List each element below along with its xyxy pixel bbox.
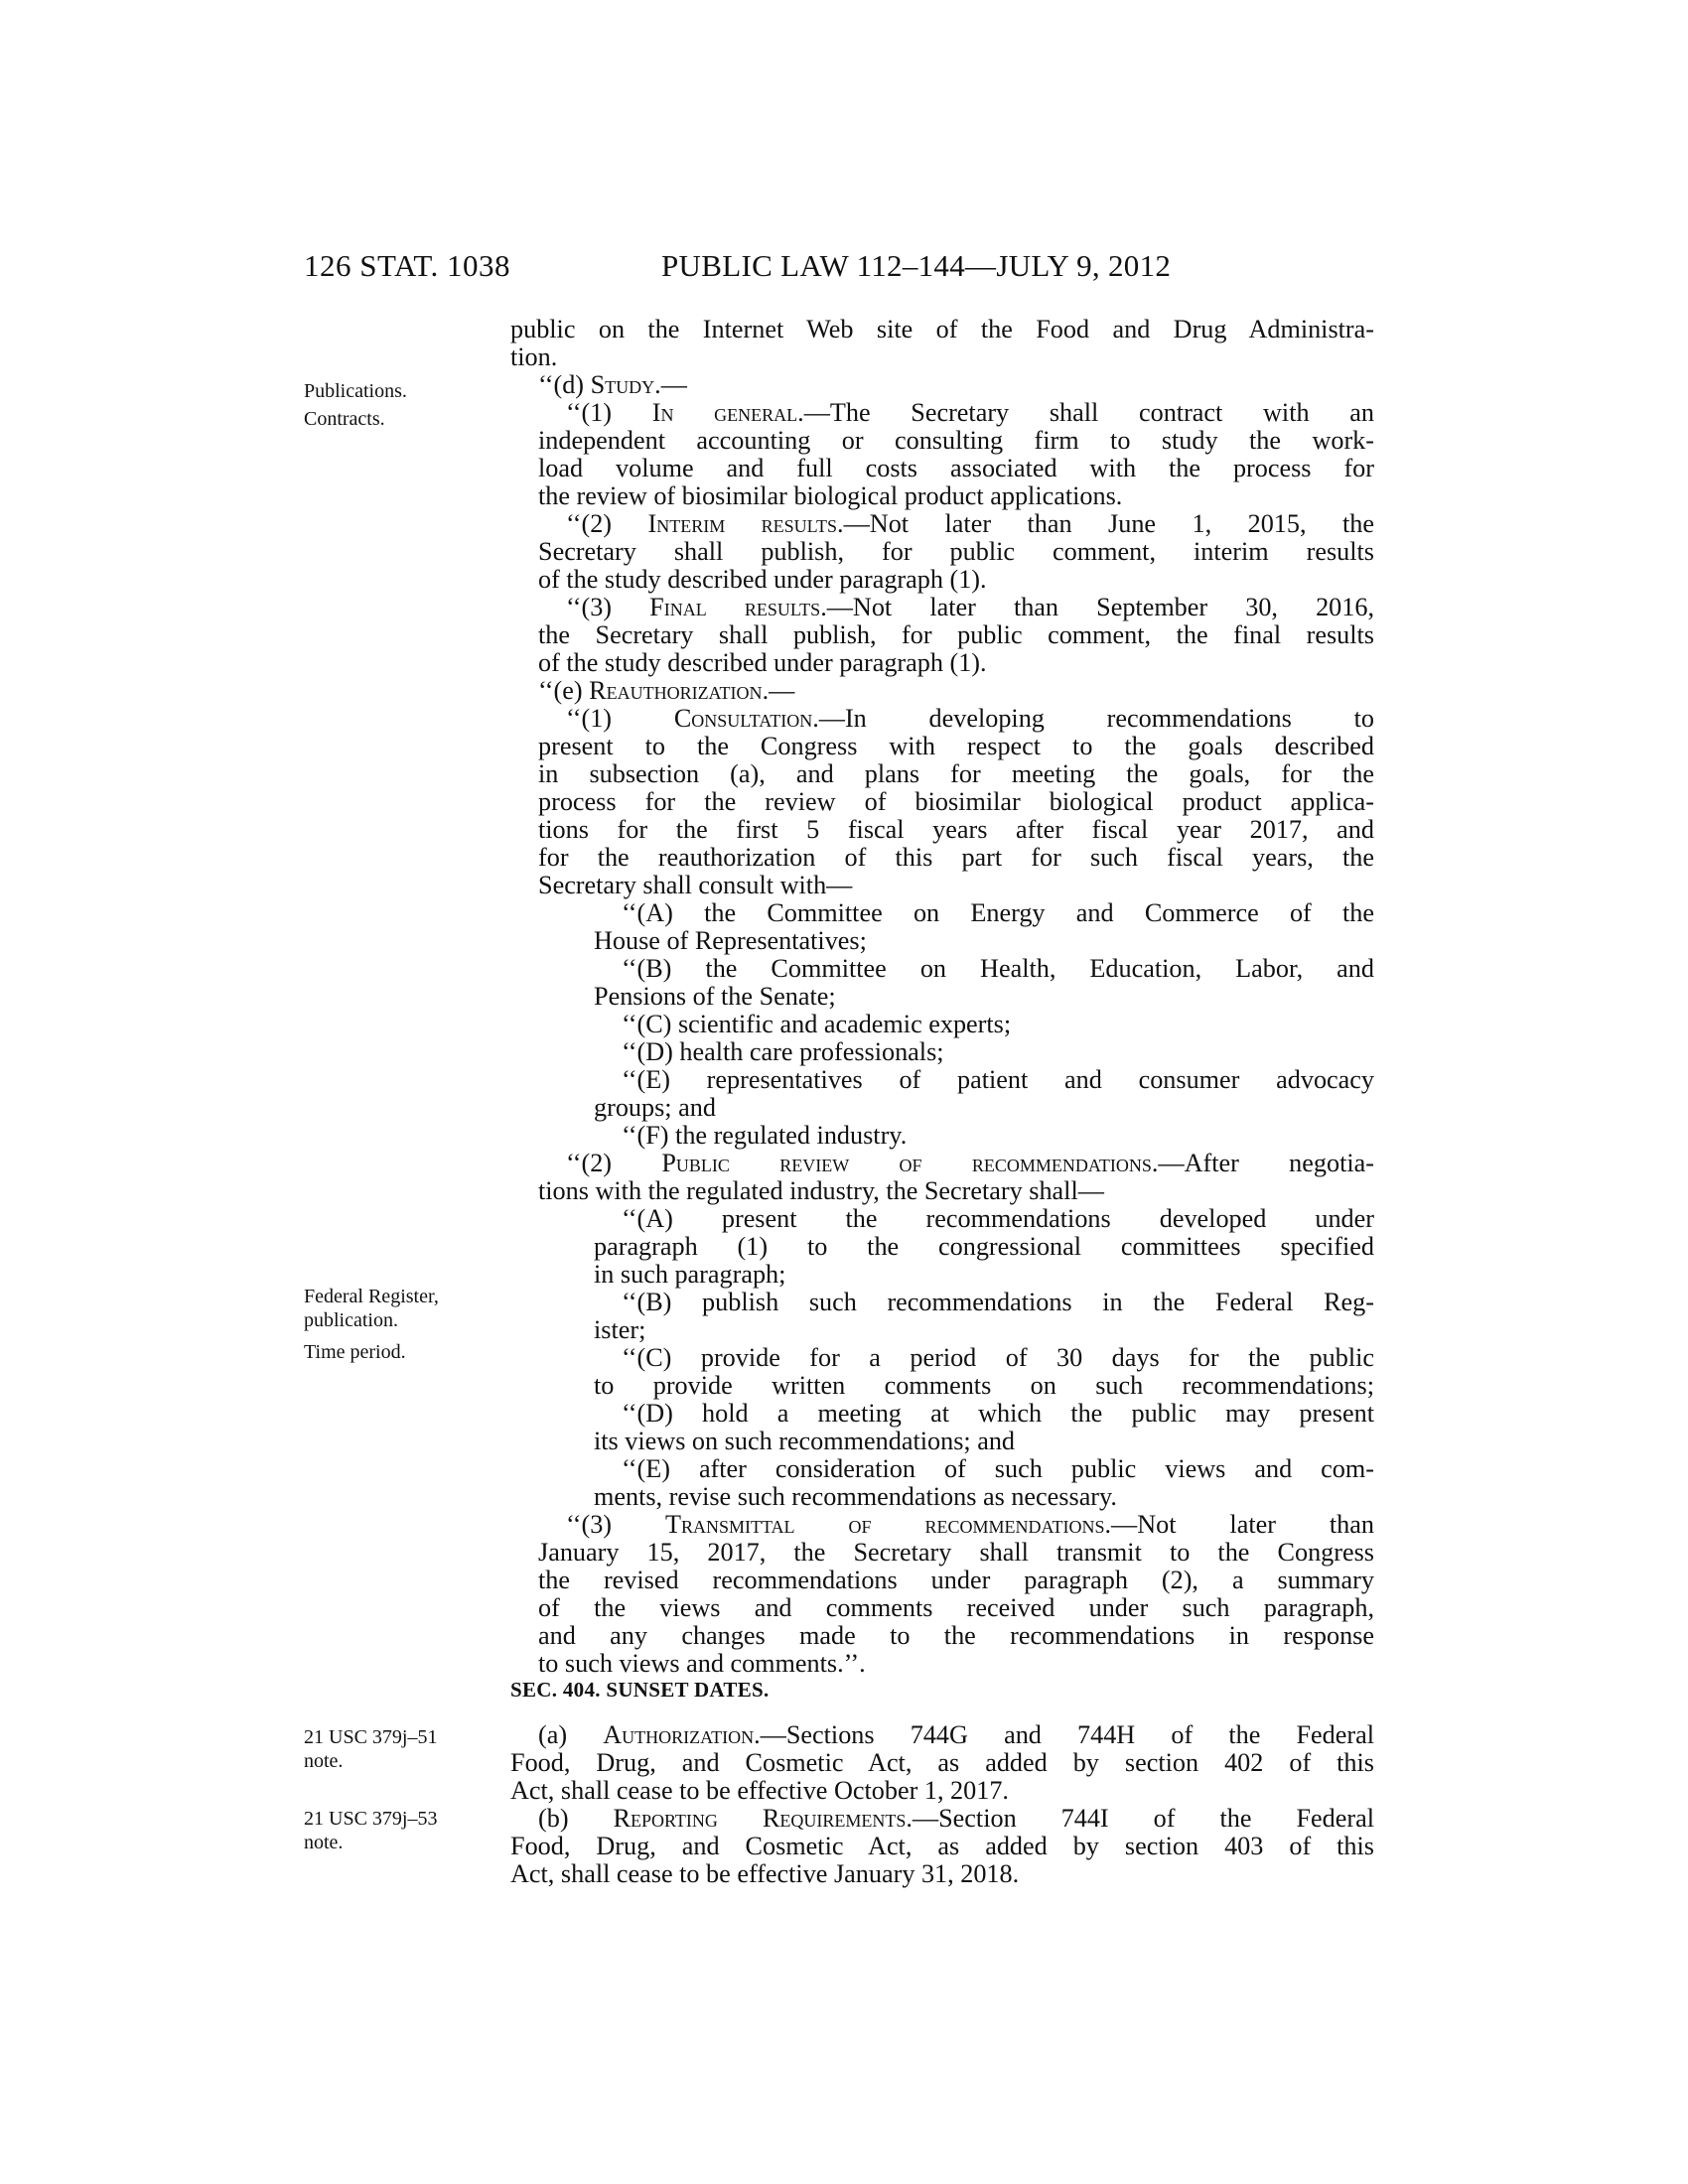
margin-note-time-period: Time period. bbox=[304, 1341, 406, 1363]
margin-note-publication: publication. bbox=[304, 1309, 398, 1331]
text-line: for the reauthorization of this part for such fiscal years, the bbox=[538, 843, 1374, 872]
text-line: groups; and bbox=[594, 1093, 716, 1122]
text-line: tion. bbox=[510, 342, 558, 371]
text-line: of the views and comments received under such paragraph, bbox=[538, 1593, 1374, 1622]
text-line: ‘‘(E) representatives of patient and consumer advocacy bbox=[622, 1065, 1374, 1094]
page-header bbox=[304, 248, 1374, 288]
text-line: Secretary shall publish, for public comment, interim results bbox=[538, 537, 1374, 566]
text-line: present to the Congress with respect to the goals described bbox=[538, 732, 1374, 760]
text-line: tions for the first 5 fiscal years after fiscal year 2017, and bbox=[538, 815, 1374, 844]
text-line: Pensions of the Senate; bbox=[594, 982, 836, 1011]
text-line: ‘‘(B) the Committee on Health, Education, Labor, and bbox=[622, 954, 1374, 983]
text-line: of the study described under paragraph (1). bbox=[538, 565, 987, 594]
subsection-e-heading: ‘‘(e) Reauthorization.— bbox=[538, 676, 795, 705]
text-line: of the study described under paragraph (1). bbox=[538, 648, 987, 677]
text-line: and any changes made to the recommendations in response bbox=[538, 1621, 1374, 1650]
margin-note-federal-register: Federal Register, bbox=[304, 1286, 439, 1307]
paragraph-heading: ‘‘(3) Final results.—Not later than September 30, 2016, bbox=[566, 593, 1374, 621]
text-line: ‘‘(B) publish such recommendations in the Federal Reg- bbox=[622, 1288, 1374, 1316]
text-line: to provide written comments on such recommendations; bbox=[594, 1371, 1374, 1400]
text-line: to such views and comments.’’. bbox=[538, 1649, 866, 1678]
text-line: ‘‘(C) provide for a period of 30 days for the public bbox=[622, 1343, 1374, 1372]
public-law-title: PUBLIC LAW 112–144—JULY 9, 2012 bbox=[661, 248, 1172, 283]
text-line: the review of biosimilar biological product applications. bbox=[538, 481, 1123, 510]
text-line: January 15, 2017, the Secretary shall transmit to the Congress bbox=[538, 1538, 1374, 1567]
margin-note-usc-53-note: note. bbox=[304, 1832, 344, 1853]
paragraph-heading: (b) Reporting Requirements.—Section 744I of the Federal bbox=[538, 1804, 1374, 1833]
text-line: Act, shall cease to be effective January 31, 2018. bbox=[510, 1859, 1020, 1888]
text-line: in subsection (a), and plans for meeting the goals, for the bbox=[538, 759, 1374, 788]
paragraph-heading: ‘‘(1) Consultation.—In developing recommendations to bbox=[566, 704, 1374, 733]
text-line: ‘‘(A) present the recommendations developed under bbox=[622, 1204, 1374, 1233]
section-title: SEC. 404. SUNSET DATES. bbox=[510, 1678, 770, 1702]
margin-note-publications: Publications. bbox=[304, 380, 407, 402]
text-line: Food, Drug, and Cosmetic Act, as added by section 403 of this bbox=[510, 1832, 1374, 1860]
text-line: ‘‘(C) scientific and academic experts; bbox=[622, 1010, 1012, 1038]
margin-note-usc-51-note: note. bbox=[304, 1750, 344, 1772]
text-line: Act, shall cease to be effective October 1, 2017. bbox=[510, 1776, 1009, 1805]
margin-note-contracts: Contracts. bbox=[304, 408, 385, 430]
text-line: House of Representatives; bbox=[594, 926, 867, 955]
text-line: paragraph (1) to the congressional committees specified bbox=[594, 1232, 1374, 1261]
margin-note-usc-53: 21 USC 379j–53 bbox=[304, 1808, 438, 1830]
text-line: ‘‘(D) hold a meeting at which the public may present bbox=[622, 1399, 1374, 1428]
text-line: Food, Drug, and Cosmetic Act, as added by section 402 of this bbox=[510, 1748, 1374, 1777]
text-line: process for the review of biosimilar biological product applica- bbox=[538, 787, 1374, 816]
paragraph-heading: ‘‘(2) Public review of recommendations.—After negotia- bbox=[566, 1149, 1374, 1177]
text-line: load volume and full costs associated with the process for bbox=[538, 454, 1374, 482]
text-line: its views on such recommendations; and bbox=[594, 1427, 1016, 1455]
text-line: tions with the regulated industry, the Secretary shall— bbox=[538, 1176, 1104, 1205]
text-line: in such paragraph; bbox=[594, 1260, 786, 1289]
paragraph-heading: ‘‘(3) Transmittal of recommendations.—Not later than bbox=[566, 1510, 1374, 1539]
text-line: ‘‘(F) the regulated industry. bbox=[622, 1121, 908, 1150]
text-line: public on the Internet Web site of the Food and Drug Administra- bbox=[510, 315, 1374, 343]
text-line: ‘‘(D) health care professionals; bbox=[622, 1037, 944, 1066]
text-line: the revised recommendations under paragraph (2), a summary bbox=[538, 1566, 1374, 1594]
paragraph-heading: ‘‘(1) In general.—The Secretary shall contract with an bbox=[566, 398, 1374, 427]
text-line: Secretary shall consult with— bbox=[538, 871, 853, 899]
paragraph-heading: (a) Authorization.—Sections 744G and 744H of the Federal bbox=[538, 1720, 1374, 1749]
text-line: ‘‘(A) the Committee on Energy and Commerce of the bbox=[622, 898, 1374, 927]
paragraph-heading: ‘‘(2) Interim results.—Not later than June 1, 2015, the bbox=[566, 509, 1374, 538]
text-line: the Secretary shall publish, for public comment, the final results bbox=[538, 620, 1374, 649]
stat-page-number: 126 STAT. 1038 bbox=[304, 248, 511, 283]
subsection-d-heading: ‘‘(d) Study.— bbox=[538, 370, 687, 399]
margin-note-usc-51: 21 USC 379j–51 bbox=[304, 1726, 438, 1748]
text-line: ments, revise such recommendations as necessary. bbox=[594, 1482, 1117, 1511]
text-line: ister; bbox=[594, 1315, 646, 1344]
text-line: independent accounting or consulting firm to study the work- bbox=[538, 426, 1374, 455]
text-line: ‘‘(E) after consideration of such public views and com- bbox=[622, 1454, 1374, 1483]
